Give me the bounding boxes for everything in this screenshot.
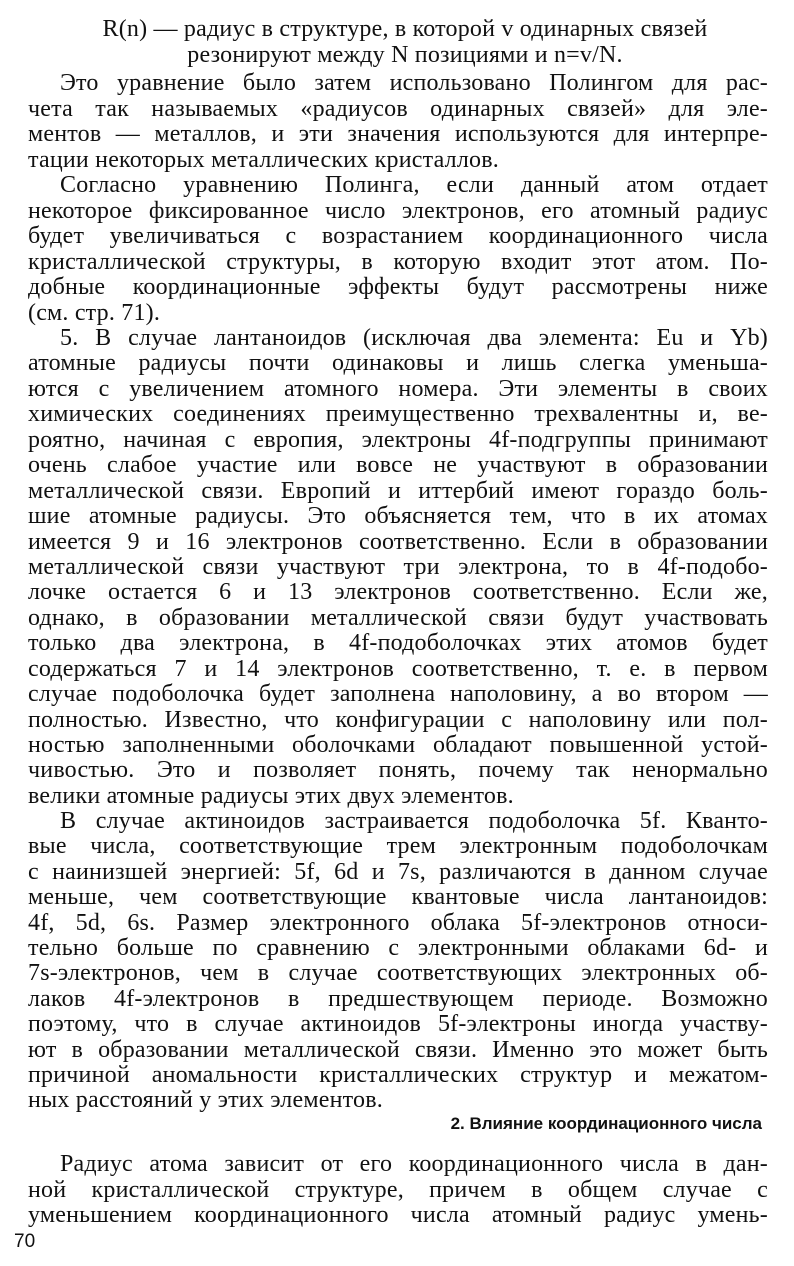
- paragraph-line: атомные радиусы почти одинаковы и лишь слегка уменьша-: [28, 350, 768, 376]
- paragraph-line: чивостью. Это и позволяет понять, почему так ненормально: [28, 757, 768, 783]
- paragraph-line: ных расстояний у этих элементов.: [28, 1087, 383, 1113]
- paragraph-line: В случае актиноидов застраивается подоболочка 5f. Кванто-: [60, 808, 768, 834]
- paragraph-line: ной кристаллической структуре, причем в общем случае с: [28, 1177, 768, 1203]
- paragraph-line: кристаллической структуры, в которую входит этот атом. По-: [28, 249, 768, 275]
- paragraph-line: причиной аномальности кристаллических структур и межатом-: [28, 1062, 768, 1088]
- paragraph-line: 4f, 5d, 6s. Размер электронного облака 5f-электронов относи-: [28, 910, 768, 936]
- paragraph-line: велики атомные радиусы этих двух элементов.: [28, 783, 514, 809]
- paragraph-line: 7s-электронов, чем в случае соответствующих электронных об-: [28, 960, 768, 986]
- paragraph-line: уменьшением координационного числа атомный радиус умень-: [28, 1202, 768, 1228]
- paragraph-line: шие атомные радиусы. Это объясняется тем, что в их атомах: [28, 503, 768, 529]
- paragraph-line: поэтому, что в случае актиноидов 5f-электроны иногда участву-: [28, 1011, 768, 1037]
- paragraph-line: случае подоболочка будет заполнена наполовину, а во втором —: [28, 681, 768, 707]
- paragraph-line: металлической связи. Европий и иттербий имеют гораздо боль-: [28, 478, 768, 504]
- paragraph-line: химических соединениях преимущественно трехвалентны и, ве-: [28, 401, 768, 427]
- paragraph-line: вые числа, соответствующие трем электронным подоболочкам: [28, 833, 768, 859]
- paragraph-line: очень слабое участие или вовсе не участвуют в образовании: [28, 452, 768, 478]
- section-heading: 2. Влияние координационного числа: [450, 1114, 762, 1133]
- paragraph-line: металлической связи участвуют три электрона, то в 4f-подобо-: [28, 554, 768, 580]
- paragraph-line: добные координационные эффекты будут рассмотрены ниже: [28, 274, 768, 300]
- paragraph-line: содержаться 7 и 14 электронов соответственно, т. е. в первом: [28, 656, 768, 682]
- paragraph-line: с наинизшей энергией: 5f, 6d и 7s, различаются в данном случае: [28, 859, 768, 885]
- paragraph-line: тации некоторых металлических кристаллов.: [28, 147, 499, 173]
- paragraph-line: только два электрона, в 4f-подоболочках этих атомов будет: [28, 630, 768, 656]
- paragraph-line: роятно, начиная с европия, электроны 4f-подгруппы принимают: [28, 427, 768, 453]
- paragraph-line: ментов — металлов, и эти значения используются для интерпре-: [28, 121, 768, 147]
- paragraph-line: ностью заполненными оболочками обладают повышенной устой-: [28, 732, 768, 758]
- formula-note-line: резонируют между N позициями и n=v/N.: [187, 42, 623, 68]
- paragraph-line: однако, в образовании металлической связи будут участвовать: [28, 605, 768, 631]
- paragraph-line: меньше, чем соответствующие квантовые числа лантаноидов:: [28, 884, 768, 910]
- paragraph-line: ют в образовании металлической связи. Именно это может быть: [28, 1037, 768, 1063]
- paragraph-line: лаков 4f-электронов в предшествующем периоде. Возможно: [28, 986, 768, 1012]
- paragraph-line: ются с увеличением атомного номера. Эти элементы в своих: [28, 376, 768, 402]
- paragraph-line: будет увеличиваться с возрастанием координационного числа: [28, 223, 768, 249]
- paragraph-line: полностью. Известно, что конфигурации с наполовину или пол-: [28, 707, 768, 733]
- paragraph-line: (см. стр. 71).: [28, 300, 161, 326]
- paragraph-line: Это уравнение было затем использовано Полингом для рас-: [60, 70, 768, 96]
- page-number: 70: [14, 1231, 36, 1252]
- paragraph-line: Согласно уравнению Полинга, если данный атом отдает: [60, 172, 768, 198]
- paragraph-line: имеется 9 и 16 электронов соответственно. Если в образовании: [28, 529, 768, 555]
- paragraph-line: 5. В случае лантаноидов (исключая два элемента: Eu и Yb): [60, 325, 768, 351]
- paragraph-line: некоторое фиксированное число электронов, его атомный радиус: [28, 198, 768, 224]
- formula-note-line: R(n) — радиус в структуре, в которой v одинарных связей: [102, 16, 708, 42]
- paragraph-line: чета так называемых «радиусов одинарных связей» для эле-: [28, 96, 768, 122]
- paragraph-line: лочке остается 6 и 13 электронов соответственно. Если же,: [28, 579, 768, 605]
- paragraph-line: Радиус атома зависит от его координационного числа в дан-: [60, 1151, 768, 1177]
- paragraph-line: тельно больше по сравнению с электронными облаками 6d- и: [28, 935, 768, 961]
